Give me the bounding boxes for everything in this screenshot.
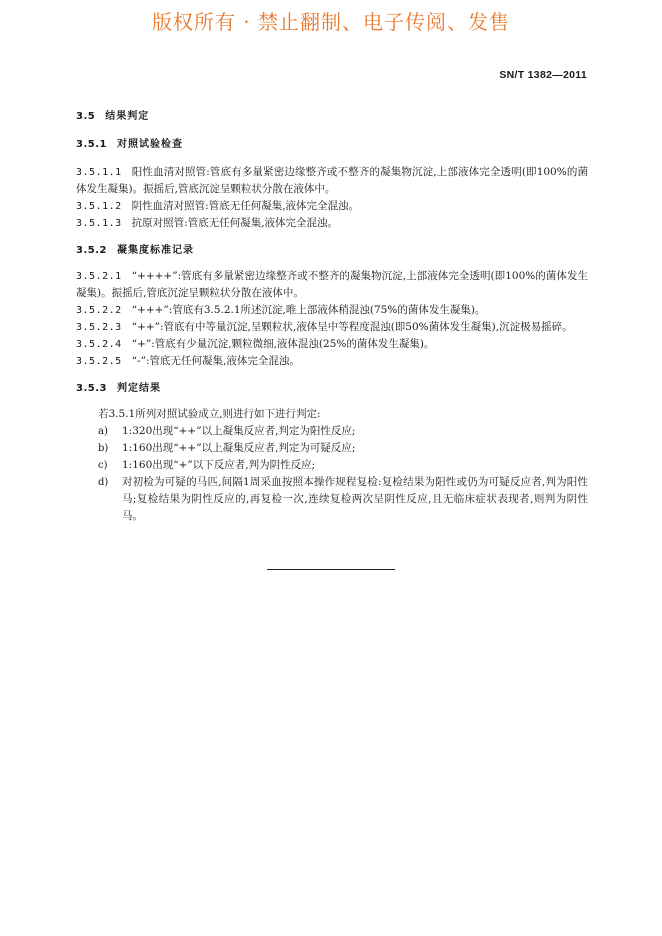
list-item-text: 1:160出现“++”以上凝集反应者,判定为可疑反应; [122, 442, 356, 454]
section-title: 对照试验检查 [116, 139, 183, 150]
clause-3-5-2-1 [76, 268, 588, 302]
list-item-text: 1:320出现“++”以上凝集反应者,判定为阳性反应; [122, 425, 356, 437]
clause-number: 3.5.2.4 [76, 339, 122, 350]
list-item-text: 1:160出现“+”以下反应者,判为阴性反应; [122, 459, 316, 471]
clause-text: “++++”:管底有多量紧密边缘整齐或不整齐的凝集物沉淀,上部液体完全透明(即100%的菌体发生凝集)。振摇后,管底沉淀呈颗粒状分散在液体中。 [76, 270, 588, 299]
list-item-c [76, 457, 588, 474]
section-number: 3.5.3 [76, 383, 107, 394]
clause-3-5-2-5 [76, 353, 588, 370]
list-label: c) [98, 460, 108, 471]
section-title: 凝集度标准记录 [116, 245, 194, 256]
clause-3-5-1-3 [76, 215, 588, 232]
copyright-watermark: 版权所有 · 禁止翻制、电子传阅、发售 [151, 10, 511, 34]
clause-text: 阴性血清对照管:管底无任何凝集,液体完全混浊。 [131, 200, 360, 212]
clause-3-5-1-2 [76, 198, 588, 215]
list-label: d) [98, 477, 109, 488]
section-number: 3.5.1 [76, 139, 107, 150]
list-label: a) [98, 426, 108, 437]
list-label: b) [98, 443, 109, 454]
clause-number: 3.5.1.2 [76, 201, 122, 212]
standard-code: SN/T 1382—2011 [499, 69, 587, 81]
clause-text: “-”:管底无任何凝集,液体完全混浊。 [131, 355, 300, 367]
clause-3-5-2-4 [76, 336, 588, 353]
clause-number: 3.5.2.1 [76, 271, 122, 282]
list-item-b [76, 440, 588, 457]
clause-3-5-1-1 [76, 164, 588, 198]
clause-number: 3.5.1.3 [76, 218, 122, 229]
list-item-d [76, 474, 588, 525]
section-number: 3.5.2 [76, 245, 107, 256]
section-title: 结果判定 [105, 111, 150, 122]
clause-3-5-2-3 [76, 319, 588, 336]
list-item-a [76, 423, 588, 440]
section-heading-3-5-2 [76, 242, 588, 259]
clause-text: 抗原对照管:管底无任何凝集,液体完全混浊。 [131, 217, 339, 229]
section-heading-3-5-3 [76, 380, 588, 397]
section-heading-3-5-1 [76, 136, 588, 153]
list-item-text: 对初检为可疑的马匹,间隔1周采血按照本操作规程复检:复检结果为阳性或仍为可疑反应者,判为阳性马;复检结果为阴性反应的,再复检一次,连续复检两次呈阴性反应,且无临床症状表现者,则判为阴性马。 [122, 476, 588, 522]
section-number: 3.5 [76, 111, 96, 122]
clause-number: 3.5.2.3 [76, 322, 122, 333]
document-body [76, 108, 588, 525]
judgement-intro: 若3.5.1所列对照试验成立,则进行如下进行判定: [98, 408, 321, 420]
clause-number: 3.5.2.5 [76, 356, 122, 367]
clause-3-5-2-2 [76, 302, 588, 319]
section-heading-3-5 [76, 108, 588, 125]
clause-text: 阳性血清对照管:管底有多量紧密边缘整齐或不整齐的凝集物沉淀,上部液体完全透明(即100%的菌体发生凝集)。振摇后,管底沉淀呈颗粒状分散在液体中。 [76, 166, 588, 195]
clause-text: “+”:管底有少量沉淀,颗粒微细,液体混浊(25%的菌体发生凝集)。 [131, 338, 435, 350]
end-of-document-rule [267, 569, 395, 570]
section-title: 判定结果 [116, 383, 161, 394]
clause-text: “+++”:管底有3.5.2.1所述沉淀,唯上部液体稍混浊(75%的菌体发生凝集)。 [131, 304, 486, 316]
clause-text: “++”:管底有中等量沉淀,呈颗粒状,液体呈中等程度混浊(即50%菌体发生凝集),沉淀极易摇碎。 [131, 321, 573, 333]
clause-number: 3.5.1.1 [76, 167, 122, 178]
clause-number: 3.5.2.2 [76, 305, 122, 316]
